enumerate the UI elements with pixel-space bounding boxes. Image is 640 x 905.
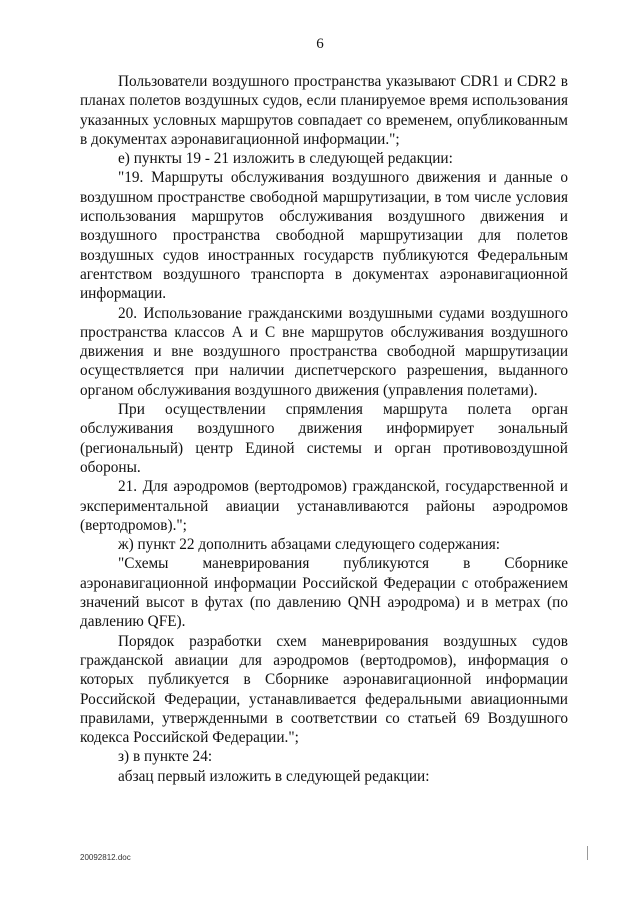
file-name-footer: 20092812.doc bbox=[80, 853, 131, 862]
scan-edge-mark bbox=[587, 846, 588, 860]
paragraph: Порядок разработки схем маневрирования воздушных судов гражданской авиации для аэродромов (вертодромов), информация о которых публикуется в Сборнике аэронавигационной информации Российской Федерации, устанавливается федеральными авиационными правилами, утвержденными в соответствии со статьей 69 Воздушного кодекса Российской Федерации."; bbox=[80, 632, 568, 747]
paragraph: ж) пункт 22 дополнить абзацами следующего содержания: bbox=[118, 536, 501, 554]
page-number: 6 bbox=[316, 36, 324, 52]
paragraph: 20. Использование гражданскими воздушными судами воздушного пространства классов А и С вне маршрутов обслуживания воздушного движения и вне воздушного пространства свободной маршрутизации осуществляется при наличии диспетчерского разрешения, выданного органом обслуживания воздушного движения (управления полетами). bbox=[80, 304, 568, 399]
paragraph: з) в пункте 24: bbox=[118, 748, 213, 766]
paragraph: "19. Маршруты обслуживания воздушного движения и данные о воздушном пространстве свободной маршрутизации, в том числе условия использования маршрутов обслуживания воздушного движения и воздушного пространства свободной маршрутизации для полетов воздушных судов иностранных государств публикуются Федеральным агентством воздушного транспорта в документах аэронавигационной информации. bbox=[80, 169, 568, 303]
paragraph: 21. Для аэродромов (вертодромов) гражданской, государственной и экспериментальной авиации устанавливаются районы аэродромов (вертодромов)."; bbox=[80, 478, 568, 534]
paragraph: е) пункты 19 - 21 изложить в следующей редакции: bbox=[118, 150, 453, 168]
document-body bbox=[80, 72, 568, 786]
paragraph: абзац первый изложить в следующей редакции: bbox=[118, 767, 430, 785]
paragraph: При осуществлении спрямления маршрута полета орган обслуживания воздушного движения информирует зональный (региональный) центр Единой системы и орган противовоздушной обороны. bbox=[80, 401, 568, 476]
paragraph: Пользователи воздушного пространства указывают CDR1 и CDR2 в планах полетов воздушных судов, если планируемое время использования указанных условных маршрутов совпадает со временем, опубликованным в документах аэронавигационной информации."; bbox=[80, 73, 568, 148]
paragraph: "Схемы маневрирования публикуются в Сборнике аэронавигационной информации Российской Федерации с отображением значений высот в футах (по давлению QNH аэродрома) и в метрах (по давлению QFE). bbox=[80, 555, 568, 631]
